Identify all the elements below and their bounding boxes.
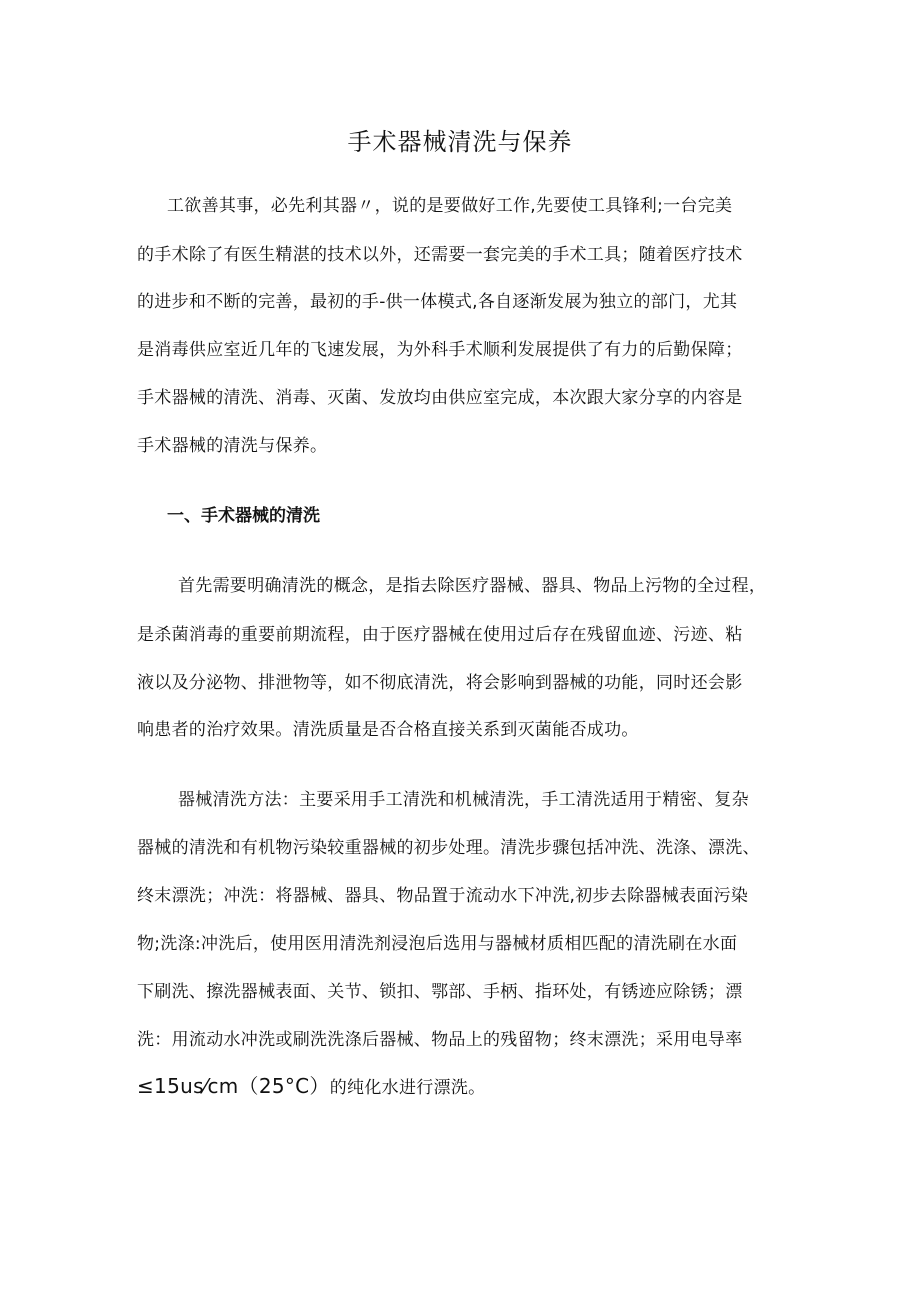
para2-line-7-text: 的纯化水进行漂洗。: [329, 1078, 486, 1098]
intro-line-6: 手术器械的清洗与保养。: [137, 436, 328, 456]
conductivity-value: ≤15us⁄cm（25°C）: [137, 1074, 330, 1098]
para1-line-3: 液以及分泌物、排泄物等，如不彻底清洗，将会影响到器械的功能，同时还会影: [137, 673, 743, 693]
para2-line-3: 终末漂洗；冲洗：将器械、器具、物品置于流动水下冲洗,初步去除器械表面污染: [137, 886, 749, 906]
para2-line-5: 下刷洗、擦洗器械表面、关节、锁扣、鄂部、手柄、指环处，有锈迹应除锈；漂: [137, 982, 743, 1002]
para2-line-1: 器械清洗方法：主要采用手工清洗和机械清洗，手工清洗适用于精密、复杂: [178, 790, 749, 810]
para1-line-4: 响患者的治疗效果。清洗质量是否合格直接关系到灭菌能否成功。: [137, 720, 639, 740]
intro-line-2: 的手术除了有医生精湛的技术以外，还需要一套完美的手术工具；随着医疗技术: [137, 245, 743, 265]
para2-line-2: 器械的清洗和有机物污染较重器械的初步处理。清洗步骤包括冲洗、洗涤、漂洗、: [137, 838, 760, 858]
intro-line-1: 工欲善其事，必先利其器〃，说的是要做好工作,先要使工具锋利;一台完美: [167, 196, 733, 216]
para1-line-2: 是杀菌消毒的重要前期流程，由于医疗器械在使用过后存在残留血迹、污迹、粘: [137, 625, 743, 645]
para2-line-7: [137, 1073, 485, 1101]
intro-line-3: 的进步和不断的完善，最初的手-供一体模式,各自逐渐发展为独立的部门，尤其: [137, 292, 738, 312]
section-heading: 一、手术器械的清洗: [167, 506, 320, 526]
intro-line-4: 是消毒供应室近几年的飞速发展，为外科手术顺利发展提供了有力的后勤保障；: [137, 340, 743, 360]
para2-line-6: 洗：用流动水冲洗或刷洗洗涤后器械、物品上的残留物；终末漂洗；采用电导率: [137, 1030, 743, 1050]
para1-line-1: 首先需要明确清洗的概念，是指去除医疗器械、器具、物品上污物的全过程，: [178, 576, 767, 596]
document-title: 手术器械清洗与保养: [347, 128, 573, 156]
para2-line-4: 物;洗涤:冲洗后，使用医用清洗剂浸泡后选用与器械材质相匹配的清洗刷在水面: [137, 934, 738, 954]
intro-line-5: 手术器械的清洗、消毒、灭菌、发放均由供应室完成，本次跟大家分享的内容是: [137, 388, 743, 408]
